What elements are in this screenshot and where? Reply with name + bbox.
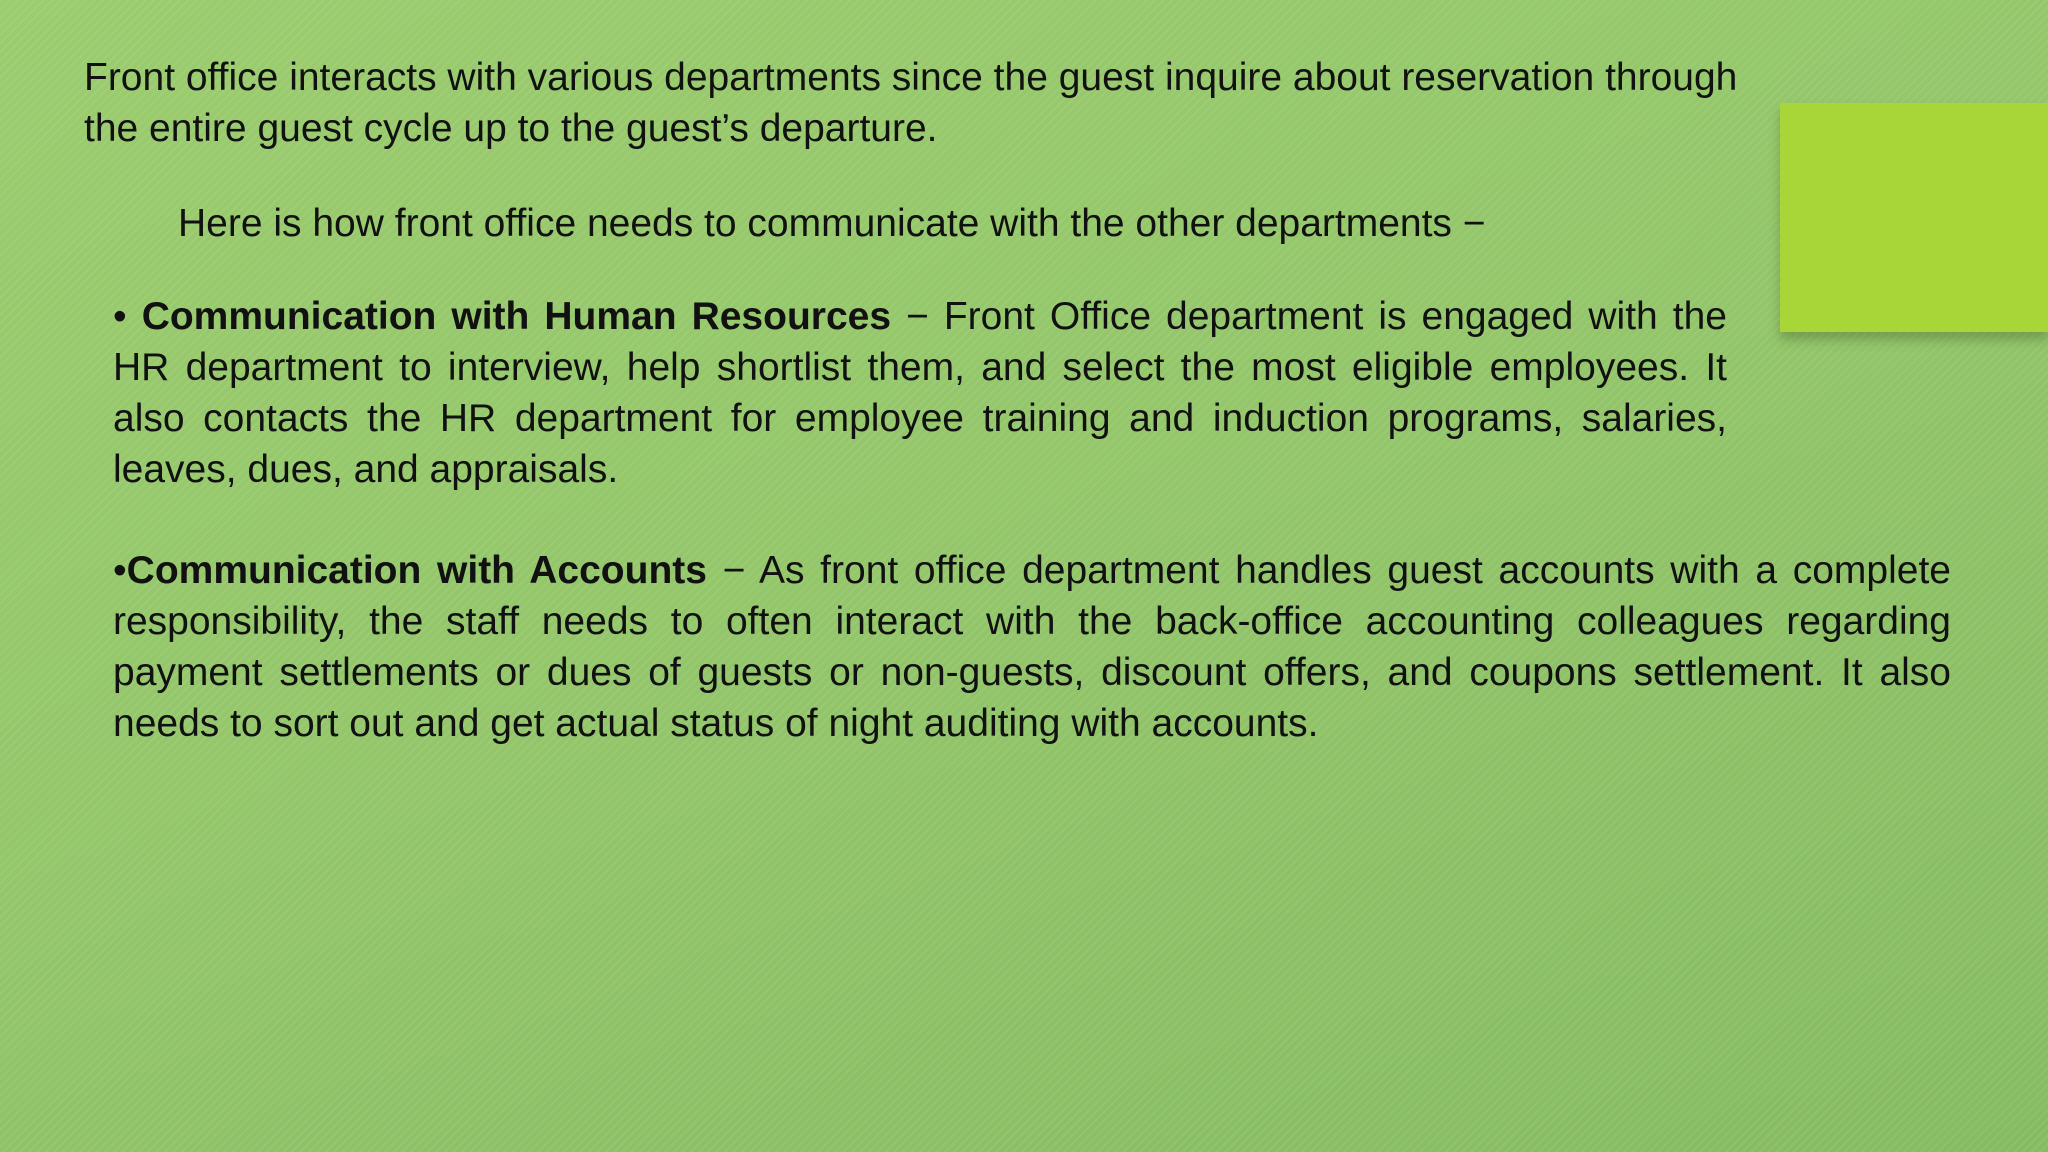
- bullet-heading-accounts: Communication with Accounts: [126, 549, 707, 592]
- bullet-text-accounts: − As front office department handles guest accounts with a complete responsibility, the staff needs to often interact with the back-office accounting colleagues regarding payment settlements or dues of guests or non-guests, discount offers, and coupons settlement. It also needs to sort out and get actual status of night auditing with accounts.: [113, 549, 1951, 745]
- bullet-text-hr: − Front Office department is engaged with the HR department to interview, help shortlist them, and select the most eligible employees. It also contacts the HR department for employee training and induction programs, salaries, leaves, dues, and appraisals.: [113, 295, 1727, 491]
- intro-paragraph: Front office interacts with various departments since the guest inquire about reservation through the entire guest cycle up to the guest’s departure.: [84, 56, 1738, 150]
- bullet-marker: •: [113, 549, 127, 592]
- accent-box: [1780, 103, 2048, 332]
- bullet-marker: •: [113, 295, 142, 338]
- lead-sentence: Here is how front office needs to communicate with the other departments −: [178, 202, 1486, 245]
- bullet-human-resources: [113, 291, 1727, 495]
- bullet-heading-hr: Communication with Human Resources: [141, 295, 892, 338]
- bullet-accounts: [113, 545, 1951, 749]
